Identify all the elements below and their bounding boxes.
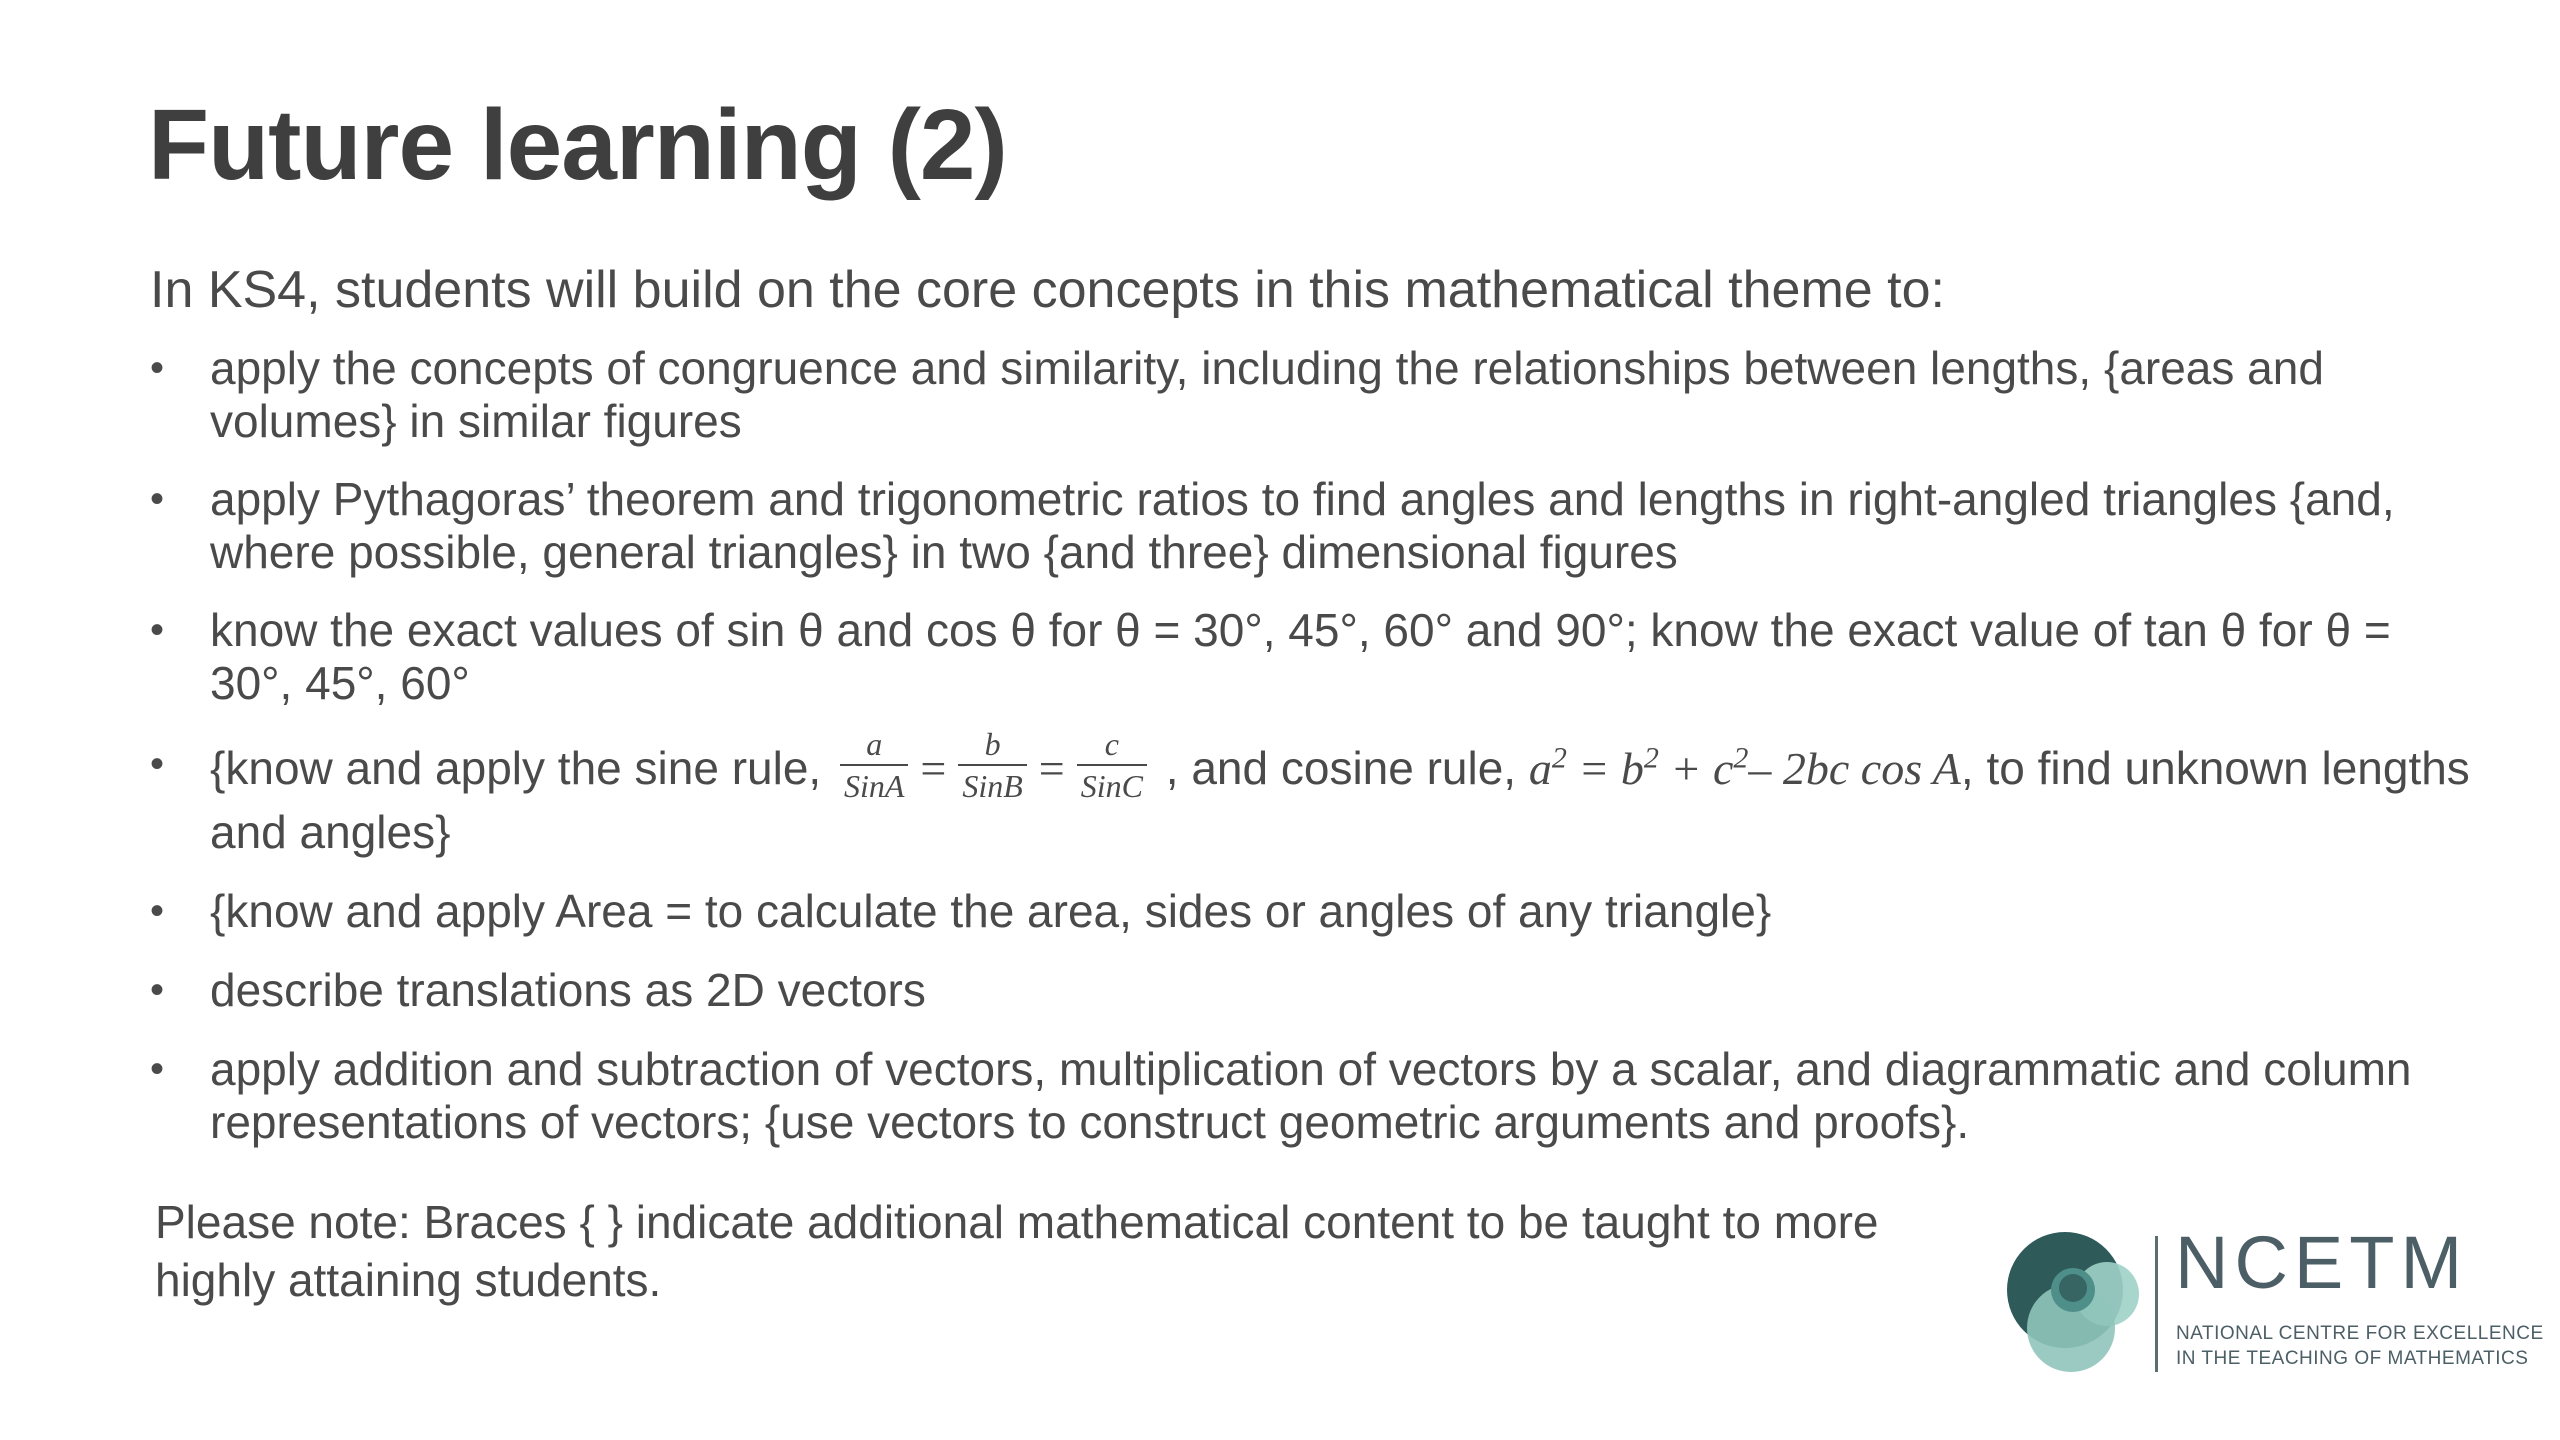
intro-text: In KS4, students will build on the core concepts in this mathematical theme to: (150, 261, 1945, 319)
cosine-lhs: a (1528, 743, 1552, 795)
exponent: 2 (1551, 741, 1567, 775)
fraction-numerator: c (1077, 724, 1147, 766)
fraction-denominator: SinB (962, 768, 1023, 804)
bullet-vectors: • apply addition and subtraction of vectors, multiplication of vectors by a scalar, and diagrammatic and column representations of vectors; {use vectors to construct geometric arguments and proofs}. (150, 1043, 2470, 1149)
fraction-denominator: SinA (843, 768, 905, 804)
bullet-congruence: • apply the concepts of congruence and similarity, including the relationships between lengths, {areas and volumes} in similar figures (150, 342, 2470, 448)
ncetm-logo-mark-icon (1995, 1230, 2145, 1380)
equals-sign: = (920, 743, 947, 795)
sine-rule-text-middle: , and cosine rule, (1165, 742, 1517, 795)
ncetm-logo (1995, 1221, 2544, 1380)
logo-subtitle-line1: NATIONAL CENTRE FOR EXCELLENCE (2176, 1323, 2544, 1344)
fraction-a-over-sin-a (840, 724, 908, 806)
logo-divider (2155, 1236, 2158, 1372)
fraction-numerator: a (840, 724, 908, 766)
cosine-rest: – 2bc cos A (1748, 743, 1961, 795)
logo-wordmark: NCETM (2175, 1221, 2469, 1304)
bullet-sine-rule (150, 726, 2470, 859)
bullet-list (150, 342, 2470, 1149)
cosine-plus: + c (1658, 743, 1734, 795)
equals-sign: = (1038, 743, 1065, 795)
bullet-area: • {know and apply Area = to calculate the area, sides or angles of any triangle} (150, 885, 2470, 938)
bullet-translations: • describe translations as 2D vectors (150, 964, 2470, 1017)
fraction-numerator: b (958, 724, 1026, 766)
slide-title: Future learning (2) (148, 89, 1007, 201)
fraction-b-over-sin-b (958, 724, 1026, 806)
fraction-denominator: SinC (1080, 768, 1143, 804)
sine-rule-text-before: {know and apply the sine rule, (210, 742, 822, 795)
fraction-c-over-sin-c (1077, 724, 1147, 806)
bullet-exact-values: • know the exact values of sin θ and cos θ for θ = 30°, 45°, 60° and 90°; know the exact value of tan θ for θ = 30°, 45°, 60° (150, 604, 2470, 710)
cosine-eq: = b (1566, 743, 1644, 795)
braces-note: Please note: Braces { } indicate additional mathematical content to be taught to more highly attaining students. (155, 1196, 1879, 1306)
exponent: 2 (1733, 741, 1749, 775)
sine-rule-text-after: , to find unknown lengths and angles} (210, 742, 2470, 858)
cosine-rule-formula (1529, 743, 1961, 794)
logo-subtitle-line2: IN THE TEACHING OF MATHEMATICS (2176, 1348, 2529, 1369)
exponent: 2 (1643, 741, 1659, 775)
bullet-pythagoras: • apply Pythagoras’ theorem and trigonometric ratios to find angles and lengths in right-angled triangles {and, where possible, general triangles} in two {and three} dimensional figures (150, 473, 2470, 579)
